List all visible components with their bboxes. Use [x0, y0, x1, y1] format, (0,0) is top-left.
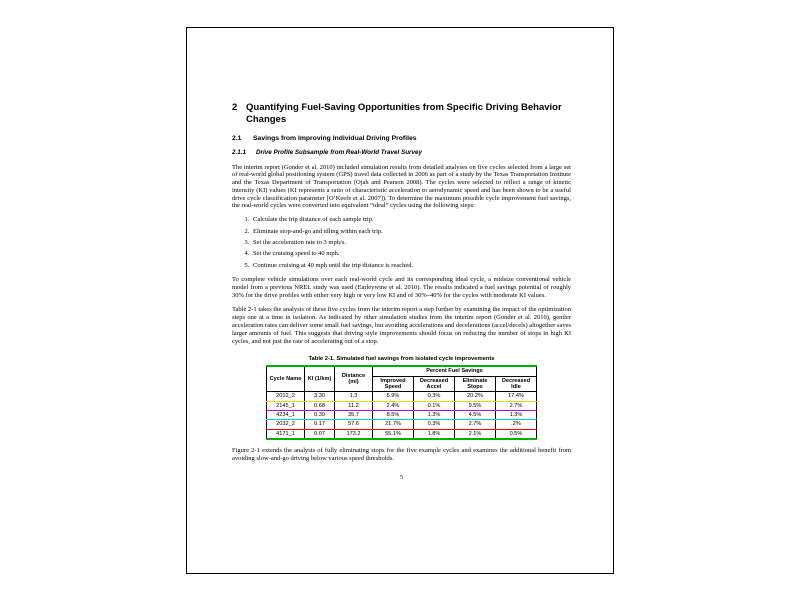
- cell-decreased-accel: 0.3%: [414, 392, 455, 401]
- cell-cycle-name: 2032_2: [267, 420, 305, 429]
- cell-eliminate-stops: 20.2%: [455, 392, 496, 401]
- col-header-decreased-accel: Decreased Accel: [414, 376, 455, 392]
- paragraph-intro: The interim report (Gonder et al. 2010) included simulation results from detailed analyses on five cycles selected from a large set of real-world global positioning system (GPS) travel data collected in 2006 as part of a study by the Texas Transportation Institute and the Texas Department of Transportation (Ojah and Pearson 2008). The cycles were selected to reflect a range of kinetic intensity (KI) values (KI represents a ratio of characteristic acceleration to aerodynamic speed and has been shown to be a useful drive cycle classification parameter [O’Keefe et al. 2007]). To determine the maximum possible cycle improvement fuel savings, the real-world cycles were converted into equivalent “ideal” cycles using the following steps:: [232, 163, 571, 210]
- list-item: 2. Eliminate stop-and-go and idling within each trip.: [251, 228, 571, 235]
- subsection-title: Drive Profile Subsample from Real-World Travel Survey: [256, 149, 422, 156]
- cell-eliminate-stops: 9.5%: [455, 401, 496, 410]
- cell-improved-speed: 8.5%: [373, 410, 414, 419]
- cell-decreased-accel: 1.3%: [414, 410, 455, 419]
- paragraph-simulation-results: To complete vehicle simulations over each real-world cycle and its corresponding ideal cycle, a midsize conventional vehicle model from a previous NREL study was used (Earleywine et al. 2010). The results indicated a fuel savings potential of roughly 30% for the drive profiles with either very high or very low KI and of 30%–40% for the cycles with moderate KI values.: [232, 276, 571, 299]
- cell-ki: 0.39: [305, 410, 335, 419]
- cell-eliminate-stops: 2.7%: [455, 420, 496, 429]
- paragraph-table-discussion: Table 2-1 takes the analysis of these five cycles from the interim report a step further by examining the impact of the optimization steps one at a time in isolation. As indicated by other simulation studies from the interim report (Gonder et al. 2010), gentler acceleration rates can deliver some small fuel savings, but avoiding accelerations and decelerations (accel/decels) altogether saves larger amounts of fuel. This suggests that driving style improvements should focus on reducing the number of stops in high KI cycles, and not just the rate of accelerating out of a stop.: [232, 306, 571, 345]
- cell-distance: 57.6: [335, 420, 373, 429]
- table-row: [267, 420, 537, 429]
- cell-cycle-name: 4171_1: [267, 429, 305, 439]
- table-row: [267, 429, 537, 439]
- cell-cycle-name: 2145_1: [267, 401, 305, 410]
- section-heading: [232, 135, 571, 143]
- cell-decreased-idle: .2%: [496, 420, 537, 429]
- ideal-cycle-steps-list: [232, 216, 571, 269]
- subsection-heading: [232, 149, 571, 157]
- cell-distance: 11.2: [335, 401, 373, 410]
- table-row: [267, 410, 537, 419]
- col-header-cycle-name: Cycle Name: [267, 366, 305, 391]
- cell-decreased-idle: 17.4%: [496, 392, 537, 401]
- cell-distance: 35.7: [335, 410, 373, 419]
- subsection-number: 2.1.1: [232, 149, 247, 156]
- cell-ki: 3.30: [305, 392, 335, 401]
- col-header-distance: Distance (mi): [335, 366, 373, 391]
- list-item: 4. Set the cruising speed to 40 mph.: [251, 250, 571, 257]
- document-page: [186, 27, 614, 574]
- cell-distance: 1.3: [335, 392, 373, 401]
- cell-decreased-accel: 1.8%: [414, 429, 455, 439]
- list-item: 3. Set the acceleration rate to 3 mph/s.: [251, 239, 571, 246]
- cell-improved-speed: 55.1%: [373, 429, 414, 439]
- col-header-eliminate-stops: Eliminate Stops: [455, 376, 496, 392]
- cell-decreased-idle: 0.5%: [496, 429, 537, 439]
- cell-decreased-idle: 2.7%: [496, 401, 537, 410]
- cell-ki: 0.17: [305, 420, 335, 429]
- table-row: [267, 401, 537, 410]
- chapter-title: Quantifying Fuel-Saving Opportunities from Specific Driving Behavior Changes: [246, 102, 562, 125]
- chapter-heading: [232, 102, 571, 125]
- col-header-ki: KI (1/km): [305, 366, 335, 391]
- cell-improved-speed: 2.4%: [373, 401, 414, 410]
- cell-improved-speed: 21.7%: [373, 420, 414, 429]
- paragraph-figure-reference: Figure 2-1 extends the analysis of fully eliminating stops for the five example cycles and examines the additional benefit from avoiding slow-and-go driving below various speed thresholds.: [232, 446, 571, 462]
- cell-eliminate-stops: 2.1%: [455, 429, 496, 439]
- section-number: 2.1: [232, 135, 242, 142]
- cell-cycle-name: 2012_2: [267, 392, 305, 401]
- cell-decreased-accel: 0.1%: [414, 401, 455, 410]
- col-header-decreased-idle: Decreased Idle: [496, 376, 537, 392]
- cell-improved-speed: 5.9%: [373, 392, 414, 401]
- col-group-percent-fuel-savings: Percent Fuel Savings: [373, 366, 537, 376]
- cell-ki: 0.68: [305, 401, 335, 410]
- cell-distance: 173.2: [335, 429, 373, 439]
- list-item: 1. Calculate the trip distance of each sample trip.: [251, 216, 571, 223]
- cell-decreased-idle: 1.3%: [496, 410, 537, 419]
- table-caption: Table 2-1. Simulated fuel savings from isolated cycle improvements: [308, 356, 495, 363]
- cell-decreased-accel: 0.3%: [414, 420, 455, 429]
- chapter-number: 2: [232, 102, 238, 113]
- cell-ki: 0.07: [305, 429, 335, 439]
- section-title: Savings from Improving Individual Driving Profiles: [253, 135, 417, 142]
- list-item: 5. Continue cruising at 40 mph until the trip distance is reached.: [251, 262, 571, 269]
- cell-cycle-name: 4234_1: [267, 410, 305, 419]
- cell-eliminate-stops: 4.5%: [455, 410, 496, 419]
- table-header-row: [267, 366, 537, 376]
- table-row: [267, 392, 537, 401]
- col-header-improved-speed: Improved Speed: [373, 376, 414, 392]
- fuel-savings-table: [266, 365, 537, 439]
- page-number: 5: [400, 475, 403, 482]
